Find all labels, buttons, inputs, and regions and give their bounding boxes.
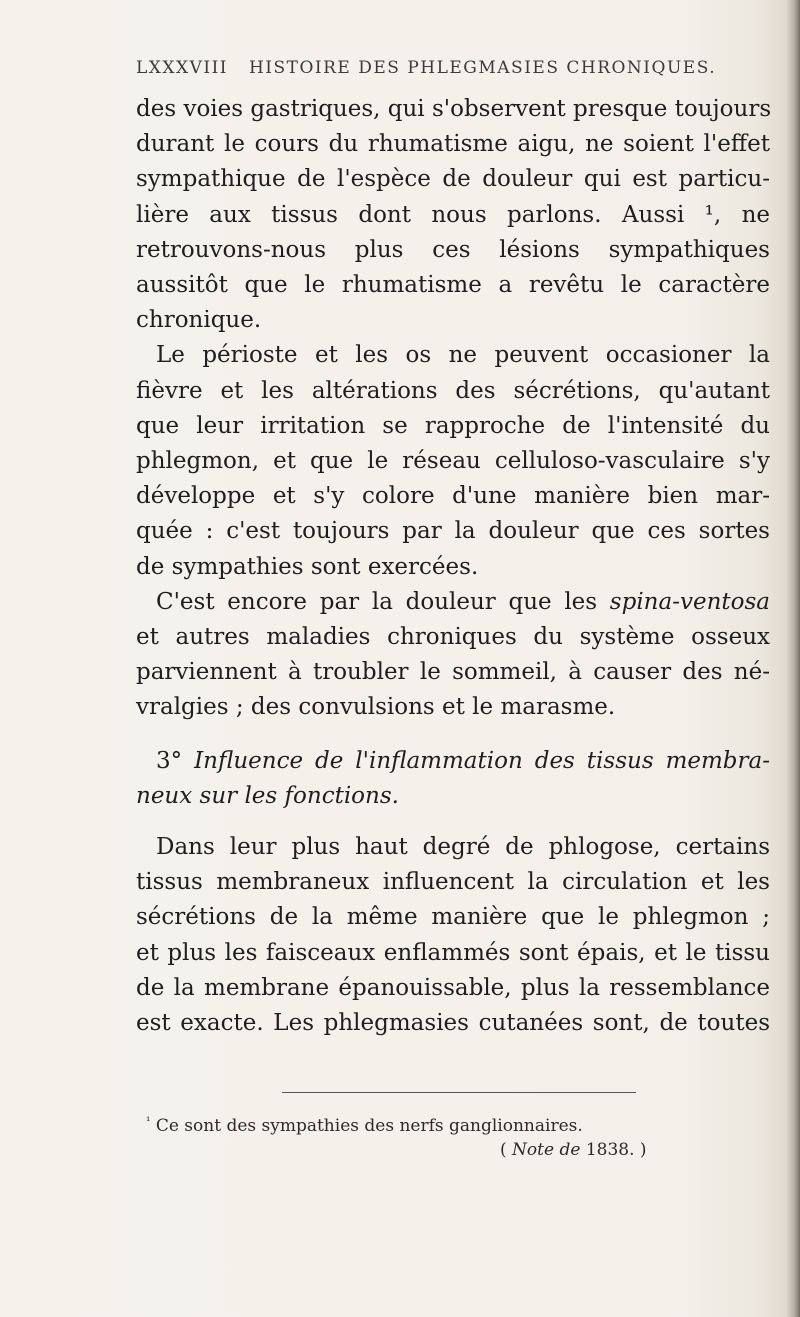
page-body <box>136 92 770 1041</box>
italic-term: spina-ventosa <box>609 588 770 615</box>
section-title-part: Influence de l'inflammation des tissus membra- <box>194 747 770 774</box>
section-title-line <box>136 779 770 814</box>
footnote-rule <box>282 1092 636 1093</box>
text-line: quée : c'est toujours par la douleur que ces sortes <box>136 518 770 545</box>
text-line: retrouvons-nous plus ces lésions sympathiques <box>136 236 770 263</box>
footnote-note <box>146 1138 706 1162</box>
section-title-part: neux sur les fonctions. <box>136 782 399 809</box>
text-line <box>136 585 770 620</box>
running-title: HISTOIRE DES PHLEGMASIES CHRONIQUES. <box>248 58 717 78</box>
paragraph-3 <box>136 585 770 726</box>
text-line: parviennent à troubler le sommeil, à causer des né- <box>136 659 770 686</box>
text-line: fièvre et les altérations des sécrétions, qu'autant <box>136 377 770 404</box>
footnote <box>146 1109 706 1162</box>
footnote-marker: ¹ <box>146 1114 151 1127</box>
text-line: sécrétions de la même manière que le phlegmon ; <box>136 904 770 931</box>
page-number: LXXXVIII <box>136 58 229 78</box>
footnote-text: Ce sont des sympathies des nerfs ganglionnaires. <box>155 1115 583 1136</box>
text-line: de la membrane épanouissable, plus la ressemblance <box>136 974 770 1001</box>
text-line: aussitôt que le rhumatisme a revêtu le caractère <box>136 272 770 299</box>
text-line: durant le cours du rhumatisme aigu, ne soient l'effet <box>136 131 770 158</box>
section-title-line <box>136 744 770 779</box>
text-line: phlegmon, et que le réseau celluloso-vasculaire s'y <box>136 448 770 475</box>
running-header <box>136 58 776 78</box>
text-line: et plus les faisceaux enflammés sont épais, et le tissu <box>136 939 770 966</box>
text-line: que leur irritation se rapproche de l'intensité du <box>136 412 770 439</box>
page-edge-shadow <box>786 0 800 1317</box>
text-line: vralgies ; des convulsions et le marasme. <box>136 694 616 721</box>
text-line: de sympathies sont exercées. <box>136 553 479 580</box>
note-open: ( <box>500 1139 507 1160</box>
text-line: des voies gastriques, qui s'observent presque toujours <box>136 96 772 122</box>
text-line: Dans leur plus haut degré de phlogose, certains <box>156 834 770 861</box>
text-line: chronique. <box>136 307 262 334</box>
text-line: développe et s'y colore d'une manière bien mar- <box>136 483 770 510</box>
section-heading <box>136 744 770 814</box>
text-line: tissus membraneux influencent la circulation et les <box>136 869 770 896</box>
spacer <box>136 726 770 744</box>
note-year: 1838. <box>585 1139 635 1160</box>
text-line: et autres maladies chroniques du système osseux <box>136 624 770 651</box>
text-span: C'est encore par la douleur que les <box>156 588 610 615</box>
footnote-line <box>146 1116 583 1136</box>
spacer <box>136 814 770 830</box>
paragraph-2 <box>136 338 770 584</box>
paragraph-1 <box>136 92 770 338</box>
text-line: est exacte. Les phlegmasies cutanées sont, de toutes <box>136 1010 770 1037</box>
section-number: 3° <box>156 747 183 774</box>
paragraph-4 <box>136 830 770 1041</box>
text-line: lière aux tissus dont nous parlons. Aussi ¹, ne <box>136 201 770 228</box>
text-line: sympathique de l'espèce de douleur qui est particu- <box>136 166 770 193</box>
note-label: Note de <box>512 1139 581 1160</box>
text-line: Le périoste et les os ne peuvent occasioner la <box>156 342 770 369</box>
note-close: ) <box>639 1139 647 1160</box>
